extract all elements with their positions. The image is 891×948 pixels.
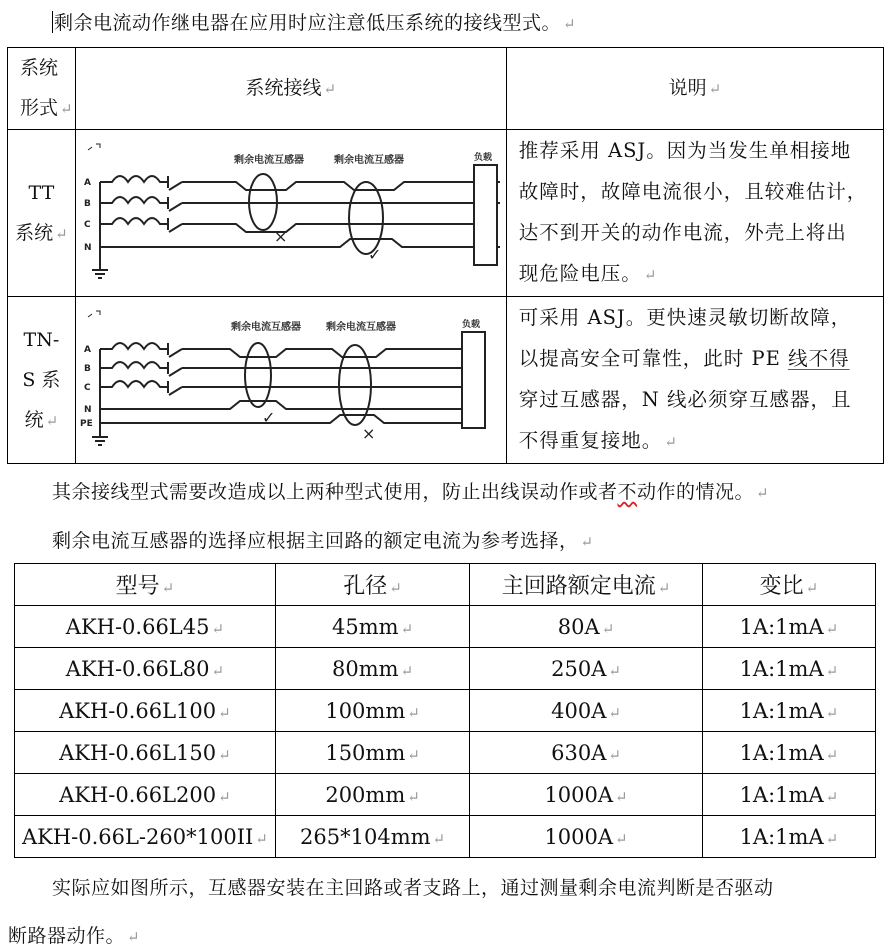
description-cell [506, 297, 883, 464]
tns-wiring-diagram [76, 297, 506, 463]
cell-current [470, 774, 702, 816]
cell-text: 200mm [325, 782, 406, 807]
paragraph-text: 动作的情况。 [637, 481, 755, 503]
sensor-label: 剩余电流互感器 [230, 322, 301, 333]
cell-current [470, 648, 702, 690]
cell-text: AKH-0.66L-260*100II [21, 824, 254, 849]
paragraph-mark-icon: ↵ [407, 745, 420, 764]
cell-ratio [702, 732, 875, 774]
paragraph-mark-icon: ↵ [608, 661, 621, 680]
cell-text: AKH-0.66L200 [59, 782, 217, 807]
cell-ratio [702, 774, 875, 816]
wiring-diagram-cell [75, 130, 506, 297]
cell-text: 1A:1mA [739, 740, 824, 765]
cross-icon: × [273, 227, 288, 246]
cell-text: 100mm [325, 698, 406, 723]
cell-current [470, 690, 702, 732]
header-description [506, 48, 883, 130]
paragraph-mark-icon: ↵ [161, 579, 175, 597]
paragraph-mark-icon: ↵ [615, 787, 628, 806]
paragraph-mark-icon: ↵ [400, 619, 414, 638]
table-row [15, 774, 876, 816]
cell-text: 1A:1mA [739, 782, 824, 807]
cell-aperture [275, 606, 469, 648]
paragraph-mark-icon: ↵ [708, 80, 722, 98]
header-text: 说明 [668, 77, 707, 99]
paragraph-mark-icon: ↵ [608, 745, 621, 764]
paragraph-mark-icon: ↵ [664, 433, 678, 451]
paragraph-mark-icon: ↵ [825, 787, 839, 806]
line-label-c: C [83, 383, 91, 393]
cell-ratio [702, 606, 875, 648]
description-line: 达不到开关的动作电流，外壳上将出 [518, 221, 847, 244]
table-row [15, 732, 876, 774]
cell-text: 150mm [325, 740, 406, 765]
cell-text: 1A:1mA [739, 824, 824, 849]
cell-ratio [702, 648, 875, 690]
intro-paragraph [52, 8, 576, 35]
paragraph-installation-cont [8, 921, 140, 948]
cell-text: 1A:1mA [739, 614, 824, 639]
paragraph-mark-icon: ↵ [255, 829, 268, 848]
cell-aperture [275, 648, 469, 690]
paragraph-installation [52, 873, 774, 900]
cell-text: AKH-0.66L150 [59, 740, 217, 765]
cell-model [15, 774, 276, 816]
intro-text: 剩余电流动作继电器在应用时应注意低压系统的接线型式。 [54, 12, 562, 34]
header-ratio [702, 564, 875, 606]
cell-text: 1A:1mA [739, 698, 824, 723]
cell-text: 630A [551, 740, 607, 765]
header-rated-current [470, 564, 702, 606]
cell-current [470, 732, 702, 774]
cell-text: 80A [557, 614, 600, 639]
cell-model [15, 690, 276, 732]
cell-text: 45mm [332, 614, 399, 639]
paragraph-mark-icon: ↵ [389, 579, 402, 597]
cell-aperture [275, 732, 469, 774]
paragraph-text: 剩余电流互感器的选择应根据主回路的额定电流为参考选择， [52, 530, 579, 552]
header-system-type [8, 48, 76, 130]
description-line: 以提高安全可靠性，此时 PE [518, 347, 789, 370]
paragraph-mark-icon: ↵ [756, 484, 770, 502]
header-text: 变比 [759, 574, 804, 599]
description-line: 穿过互感器，N 线必须穿互感器，且 [518, 388, 852, 411]
paragraph-mark-icon: ↵ [211, 619, 225, 638]
cell-text: 1000A [544, 824, 614, 849]
cell-model [15, 732, 276, 774]
paragraph-mark-icon: ↵ [563, 15, 577, 33]
cell-text: 400A [551, 698, 607, 723]
paragraph-mark-icon: ↵ [615, 829, 628, 848]
paragraph-mark-icon: ↵ [218, 703, 231, 722]
cross-icon: × [361, 424, 376, 443]
paragraph-mark-icon: ↵ [127, 928, 141, 946]
cell-aperture [275, 774, 469, 816]
paragraph-mark-icon: ↵ [608, 703, 621, 722]
cell-current [470, 606, 702, 648]
system-type-line: TT [28, 181, 55, 204]
paragraph-text: 其余接线型式需要改造成以上两种型式使用，防止出线误动作或者 [52, 481, 618, 503]
paragraph-mark-icon: ↵ [805, 579, 819, 597]
grammar-flagged-text[interactable]: 线不得 [788, 347, 850, 370]
paragraph-mark-icon: ↵ [643, 266, 658, 284]
sensor-label: 剩余电流互感器 [333, 155, 404, 166]
line-label-a: A [83, 178, 91, 188]
header-line: 系统 [20, 57, 59, 79]
system-type-line: S 系 [22, 368, 61, 391]
check-icon: ✓ [261, 408, 276, 427]
system-type-cell [8, 297, 76, 464]
cell-text: 265*104mm [300, 824, 431, 849]
paragraph-mark-icon: ↵ [825, 829, 839, 848]
system-type-cell [8, 130, 76, 297]
cell-model [15, 816, 276, 858]
system-wiring-table [7, 47, 884, 464]
cell-current [470, 816, 702, 858]
paragraph-mark-icon: ↵ [407, 787, 420, 806]
paragraph-mark-icon: ↵ [580, 533, 594, 551]
paragraph-mark-icon: ↵ [400, 661, 414, 680]
tt-wiring-diagram [76, 130, 506, 296]
paragraph-conversion [52, 477, 769, 504]
line-label-b: B [83, 199, 91, 209]
paragraph-mark-icon: ↵ [218, 745, 231, 764]
cell-text: AKH-0.66L45 [65, 614, 210, 639]
sensor-label: 剩余电流互感器 [233, 155, 304, 166]
system-type-line: TN- [23, 328, 60, 351]
description-line: 故障时，故障电流很小，且较难估计， [518, 180, 868, 203]
header-text: 孔径 [343, 574, 388, 599]
table-row [15, 816, 876, 858]
table-row [15, 648, 876, 690]
paragraph-mark-icon: ↵ [825, 619, 839, 638]
cell-aperture [275, 816, 469, 858]
header-wiring [75, 48, 506, 130]
paragraph-text: 实际应如图所示，互感器安装在主回路或者支路上，通过测量剩余电流判断是否驱动 [52, 877, 774, 899]
line-label-n: N [83, 405, 92, 415]
paragraph-mark-icon: ↵ [432, 829, 446, 848]
cell-text: 1000A [544, 782, 614, 807]
paragraph-selection [52, 526, 594, 553]
line-label-a: A [83, 345, 91, 355]
check-icon: ✓ [367, 245, 382, 264]
cell-text: 1A:1mA [739, 656, 824, 681]
table-row [15, 690, 876, 732]
text-cursor [52, 11, 53, 33]
paragraph-mark-icon: ↵ [218, 787, 231, 806]
cell-text: AKH-0.66L100 [59, 698, 217, 723]
cell-model [15, 606, 276, 648]
paragraph-mark-icon: ↵ [825, 661, 839, 680]
sensor-label: 剩余电流互感器 [325, 322, 396, 333]
system-type-line: 系统 [15, 221, 54, 244]
line-label-pe: PE [79, 419, 93, 429]
line-label-c: C [83, 220, 91, 230]
description-line: 可采用 ASJ。更快速灵敏切断故障， [518, 306, 852, 329]
cell-model [15, 648, 276, 690]
description-line: 推荐采用 ASJ。因为当发生单相接地 [518, 139, 852, 162]
paragraph-mark-icon: ↵ [825, 745, 839, 764]
header-model [15, 564, 276, 606]
paragraph-mark-icon: ↵ [211, 661, 225, 680]
description-line: 现危险电压。 [518, 262, 642, 285]
wiring-diagram-cell [75, 297, 506, 464]
paragraph-text: 断路器动作。 [8, 925, 126, 947]
product-header-row [15, 564, 876, 606]
cell-ratio [702, 690, 875, 732]
paragraph-mark-icon: ↵ [601, 619, 615, 638]
cell-text: 250A [551, 656, 607, 681]
cell-text: 80mm [332, 656, 399, 681]
paragraph-mark-icon: ↵ [825, 703, 839, 722]
line-label-n: N [83, 243, 92, 253]
paragraph-mark-icon: ↵ [657, 579, 671, 597]
header-aperture [275, 564, 469, 606]
paragraph-mark-icon: ↵ [60, 100, 73, 118]
table-row [15, 606, 876, 648]
table-row-tns [8, 297, 884, 464]
header-text: 系统接线 [245, 77, 322, 99]
header-text: 主回路额定电流 [501, 574, 656, 599]
load-label: 负载 [461, 320, 480, 330]
cell-aperture [275, 690, 469, 732]
description-line: 不得重复接地。 [518, 429, 663, 452]
product-table [14, 563, 876, 858]
load-label: 负载 [473, 153, 492, 163]
cell-text: AKH-0.66L80 [65, 656, 210, 681]
header-line: 形式 [20, 97, 59, 119]
spelling-flagged-text[interactable]: 不 [617, 481, 638, 503]
table-header-row [8, 48, 884, 130]
description-cell [506, 130, 883, 297]
paragraph-mark-icon: ↵ [323, 80, 337, 98]
paragraph-mark-icon: ↵ [407, 703, 420, 722]
paragraph-mark-icon: ↵ [45, 411, 59, 430]
header-text: 型号 [115, 574, 160, 599]
table-row-tt [8, 130, 884, 297]
system-type-line: 统 [24, 408, 44, 431]
paragraph-mark-icon: ↵ [55, 224, 68, 243]
cell-ratio [702, 816, 875, 858]
line-label-b: B [83, 364, 91, 374]
